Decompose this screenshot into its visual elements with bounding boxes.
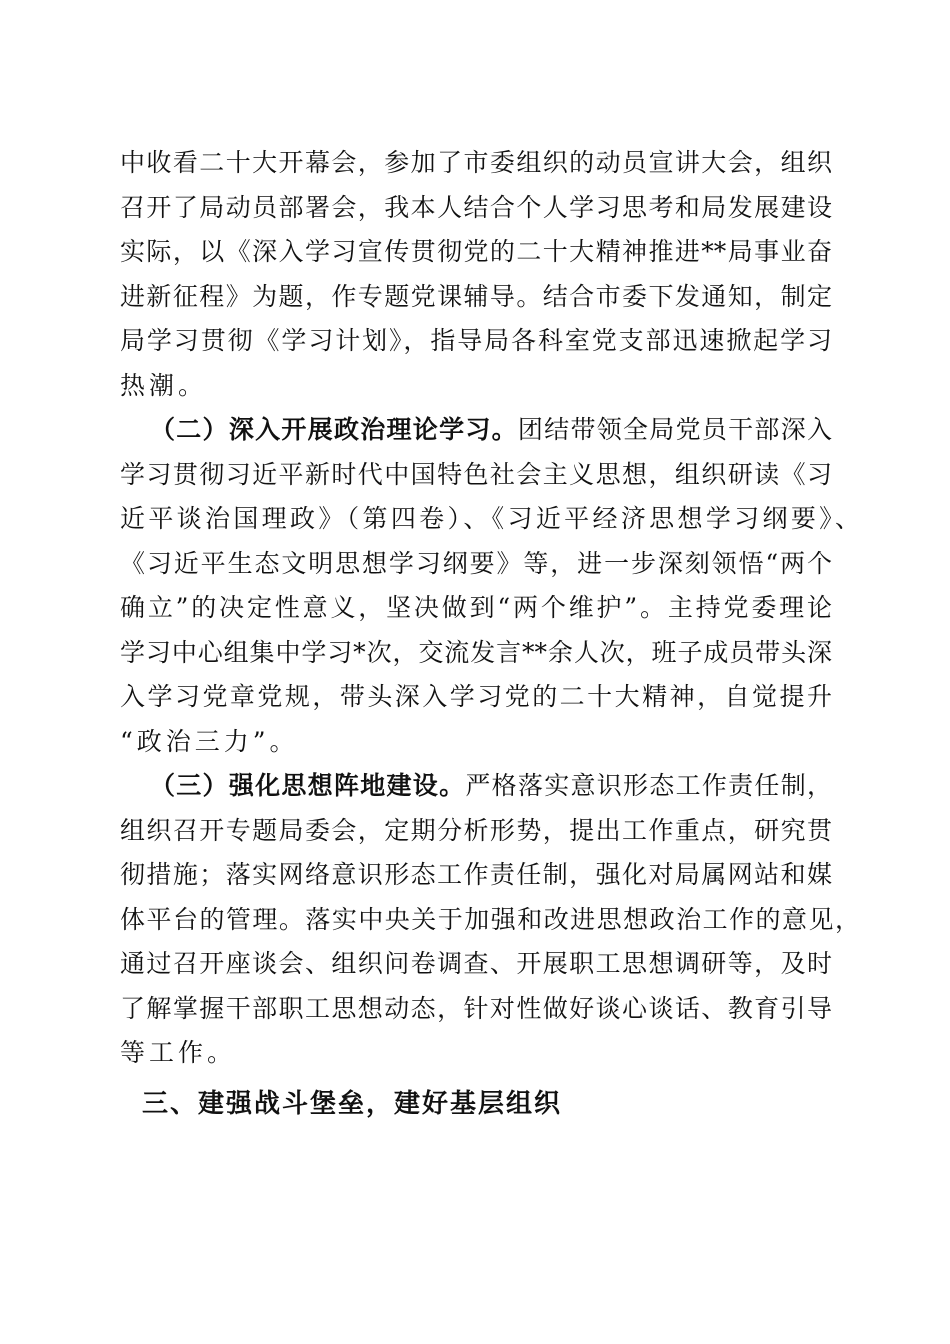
text-line: 了解掌握干部职工思想动态，针对性做好谈心谈话、教育引导 (120, 993, 832, 1023)
paragraph-political-theory (120, 408, 860, 764)
text-line: 进新征程》为题，作专题党课辅导。结合市委下发通知，制定 (120, 281, 832, 311)
text-line: 局学习贯彻《学习计划》，指导局各科室党支部迅速掀起学习 (120, 326, 832, 355)
document-page (120, 141, 860, 1126)
text-line: 学习贯彻习近平新时代中国特色社会主义思想，组织研读《习 (120, 459, 832, 489)
text-span: 严格落实意识形态工作责任制， (465, 771, 832, 800)
text-line: 组织召开专题局委会，定期分析形势，提出工作重点，研究贯 (120, 815, 832, 845)
text-line: 近平谈治国理政》（第四卷）、《习近平经济思想学习纲要》、 (120, 504, 860, 533)
text-line: “政治三力”。 (120, 726, 299, 756)
paragraph-lead: （三）强化思想阵地建设。 (150, 771, 466, 800)
text-line: 学习中心组集中学习*次，交流发言**余人次，班子成员带头深 (120, 637, 832, 667)
paragraph-lead: （二）深入开展政治理论学习。 (150, 415, 518, 444)
text-line (120, 764, 832, 809)
text-line: 热潮。 (120, 370, 208, 400)
text-line: 确立”的决定性意义，坚决做到“两个维护”。主持党委理论 (120, 593, 832, 622)
text-line (120, 408, 832, 453)
text-line: 等工作。 (120, 1038, 237, 1067)
text-line: 通过召开座谈会、组织问卷调查、开展职工思想调研等，及时 (120, 949, 832, 978)
text-span: 团结带领全局党员干部深入 (517, 415, 832, 444)
text-line: 《习近平生态文明思想学习纲要》等，进一步深刻领悟“两个 (120, 548, 832, 578)
text-line: 召开了局动员部署会，我本人结合个人学习思考和局发展建设 (120, 192, 832, 222)
section-heading: 三、建强战斗堡垒，建好基层组织 (142, 1088, 563, 1119)
text-line: 体平台的管理。落实中央关于加强和改进思想政治工作的意见， (120, 904, 860, 934)
text-line: 实际，以《深入学习宣传贯彻党的二十大精神推进**局事业奋 (120, 237, 832, 266)
text-line: 中收看二十大开幕会，参加了市委组织的动员宣讲大会，组织 (120, 148, 832, 177)
text-line: 入学习党章党规，带头深入学习党的二十大精神，自觉提升 (120, 682, 832, 711)
text-line: 彻措施；落实网络意识形态工作责任制，强化对局属网站和媒 (120, 860, 832, 889)
paragraph-mobilization (120, 141, 832, 408)
paragraph-ideology-front (120, 764, 860, 1076)
